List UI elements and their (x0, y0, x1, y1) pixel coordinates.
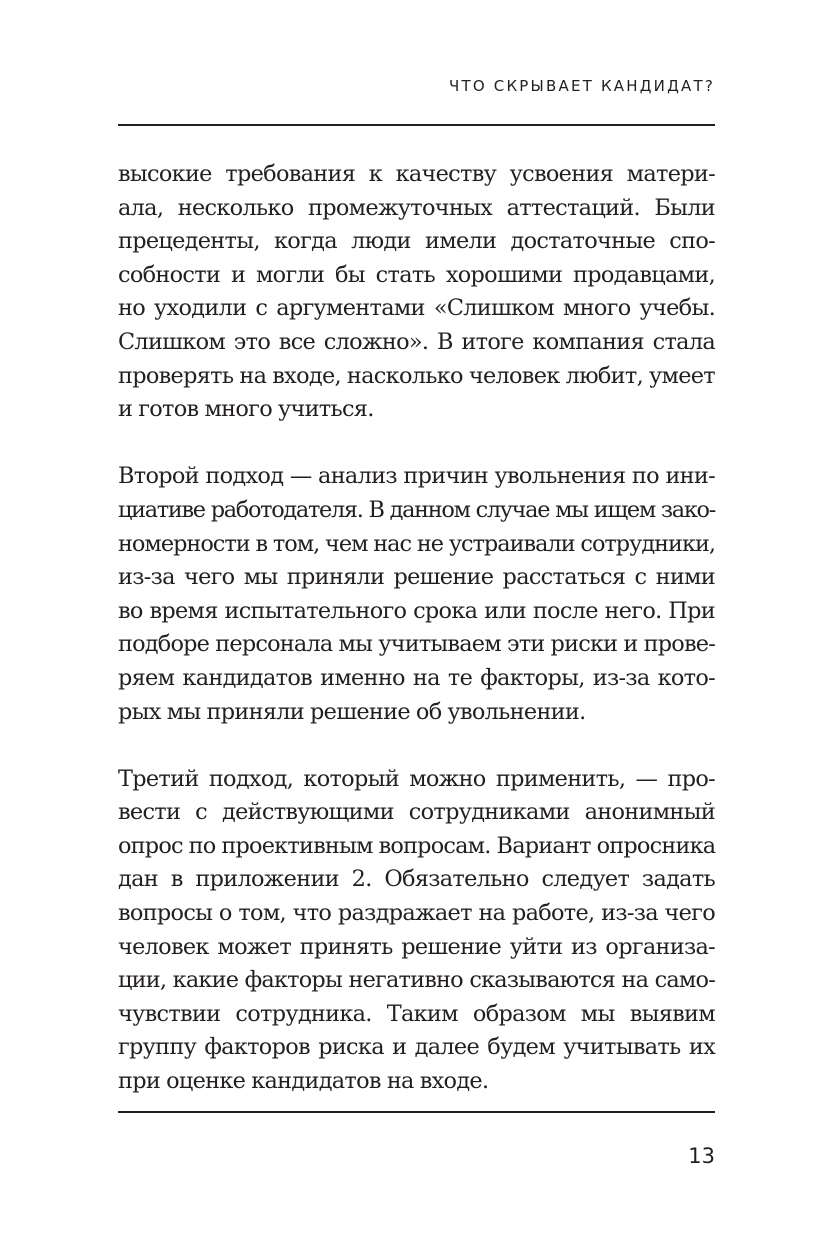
paragraph-1-line-1: высокие требования к качеству усвоения матери- (118, 161, 715, 187)
running-head: ЧТО СКРЫВАЕТ КАНДИДАТ? (448, 77, 715, 95)
paragraph-3-line-9: группу факторов риска и далее будем учитывать их (118, 1034, 715, 1061)
paragraph-3-line-10: при оценке кандидатов на входе. (118, 1068, 489, 1095)
paragraph-2-line-2: циативе работодателя. В данном случае мы ищем зако- (118, 496, 715, 523)
paragraph-1-line-8: и готов много учиться. (118, 396, 374, 423)
paragraph-2-line-1: Второй подход — анализ причин увольнения по ини- (118, 463, 715, 490)
footer-rule (118, 1111, 715, 1113)
paragraph-gap (118, 427, 715, 461)
paragraph-2-line-7: ряем кандидатов именно на те факторы, из-за кото- (118, 664, 715, 691)
header-rule (118, 124, 715, 126)
paragraph-3-line-6: человек может принять решение уйти из организа- (118, 933, 715, 960)
paragraph-1-line-5: но уходили с аргументами «Слишком много учебы. (118, 295, 715, 322)
paragraph-1-line-4: собности и могли бы стать хорошими продавцами, (118, 261, 715, 288)
page-number: 13 (688, 1144, 715, 1168)
paragraph-2-line-4: из-за чего мы приняли решение расстаться с ними (118, 564, 715, 591)
paragraph-3-line-1: Третий подход, который можно применить, — про- (118, 765, 715, 792)
body-text (118, 158, 715, 1099)
paragraph-1-line-6: Слишком это все сложно». В итоге компания стала (118, 328, 715, 355)
paragraph-1-line-2: ала, несколько промежуточных аттестаций. Были (118, 194, 715, 221)
paragraph-3-line-7: ции, какие факторы негативно сказываются на само- (118, 967, 715, 994)
paragraph-3-line-4: дан в приложении 2. Обязательно следует задать (118, 866, 715, 893)
paragraph-1-line-7: проверять на входе, насколько человек любит, умеет (118, 362, 715, 389)
paragraph-3-line-5: вопросы о том, что раздражает на работе, из-за чего (118, 900, 715, 927)
paragraph-2-line-6: подборе персонала мы учитываем эти риски и прове- (118, 631, 715, 658)
paragraph-2-line-3: номерности в том, чем нас не устраивали сотрудники, (118, 530, 715, 557)
paragraph-3-line-3: опрос по проективным вопросам. Вариант опросника (118, 832, 716, 859)
paragraph-2-line-8: рых мы приняли решение об увольнении. (118, 698, 586, 725)
paragraph-3-line-2: вести с действующими сотрудниками анонимный (118, 799, 715, 826)
paragraph-gap (118, 729, 715, 763)
paragraph-3-line-8: чувствии сотрудника. Таким образом мы выявим (118, 1000, 715, 1027)
paragraph-2-line-5: во время испытательного срока или после него. При (118, 597, 715, 624)
paragraph-1-line-3: прецеденты, когда люди имели достаточные спо- (118, 228, 715, 255)
